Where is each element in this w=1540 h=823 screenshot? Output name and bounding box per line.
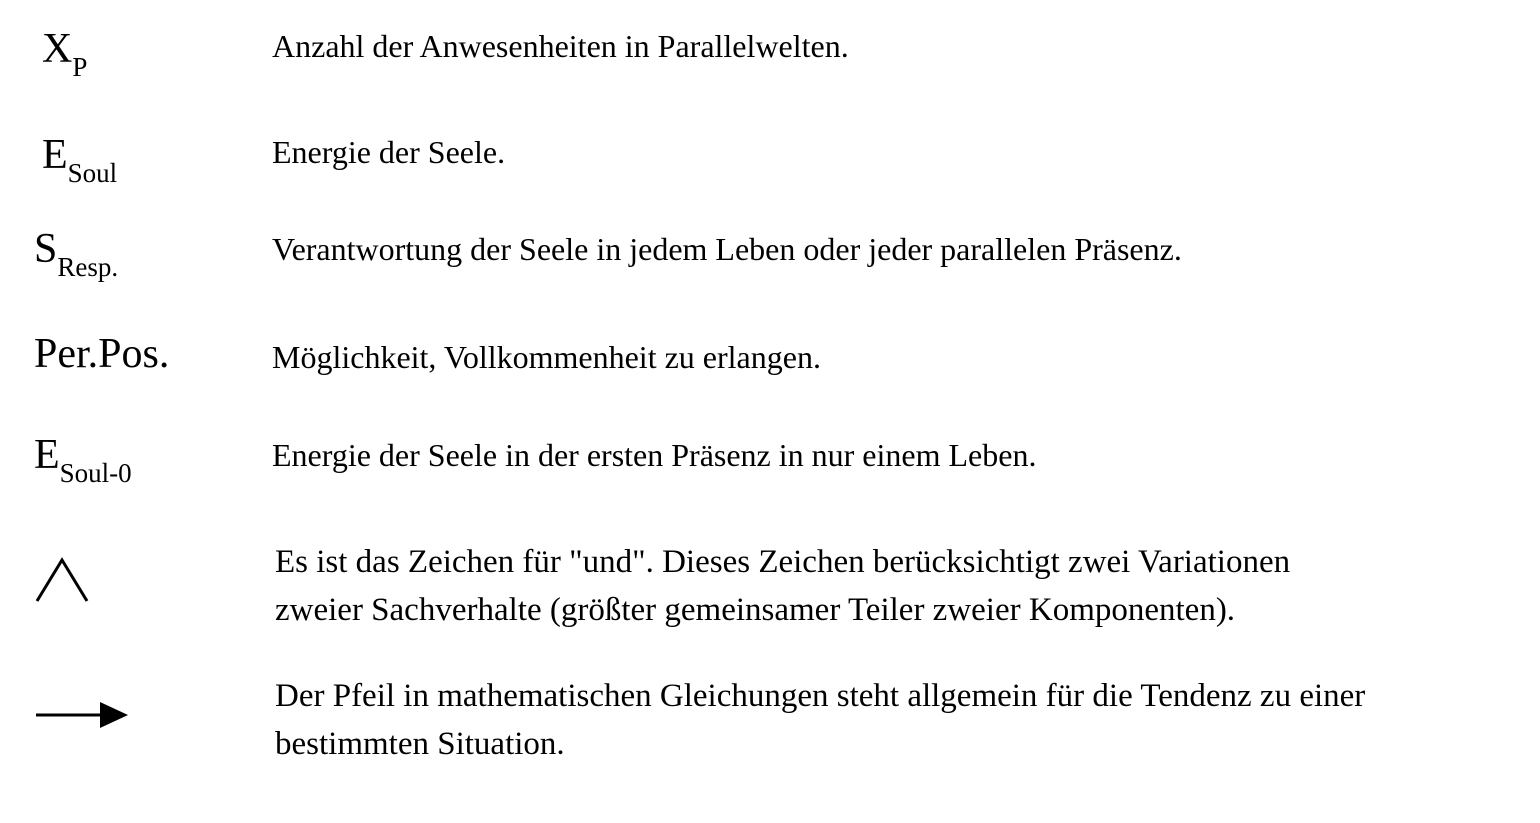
symbol-xp — [42, 26, 88, 82]
logical-and-icon-svg — [34, 556, 90, 604]
description-xp: Anzahl der Anwesenheiten in Parallelwelten. — [272, 28, 849, 64]
symbol-esoul-subscript: Soul — [67, 158, 118, 188]
symbol-perpos — [34, 333, 169, 375]
description-esoul0: Energie der Seele in der ersten Präsenz in nur einem Leben. — [272, 437, 1037, 473]
description-arrow — [275, 672, 1365, 768]
logical-and-icon — [34, 556, 90, 609]
description-arrow-line1: Der Pfeil in mathematischen Gleichungen steht allgemein für die Tendenz zu einer — [275, 678, 1366, 714]
symbol-perpos-text: Per.Pos. — [34, 331, 170, 377]
symbol-xp-base: X — [42, 26, 73, 72]
right-arrow-icon — [36, 700, 130, 735]
symbol-esoul-base: E — [42, 132, 68, 178]
description-sresp: Verantwortung der Seele in jedem Leben oder jeder parallelen Präsenz. — [272, 231, 1182, 267]
symbol-esoul0 — [34, 432, 132, 488]
symbol-esoul0-base: E — [34, 432, 60, 478]
description-perpos: Möglichkeit, Vollkommenheit zu erlangen. — [272, 339, 821, 375]
symbol-sresp — [34, 226, 119, 282]
symbol-esoul0-subscript: Soul-0 — [59, 458, 132, 488]
symbol-esoul — [42, 132, 118, 188]
description-esoul: Energie der Seele. — [272, 134, 506, 170]
description-and-line2: zweier Sachverhalte (größter gemeinsamer Teiler zweier Komponenten). — [275, 592, 1236, 628]
symbol-xp-subscript: P — [72, 52, 88, 82]
description-arrow-line2: bestimmten Situation. — [275, 726, 565, 762]
symbol-sresp-subscript: Resp. — [57, 252, 119, 282]
right-arrow-icon-svg — [36, 700, 130, 730]
description-and-line1: Es ist das Zeichen für "und". Dieses Zeichen berücksichtigt zwei Variationen — [275, 544, 1291, 580]
symbol-sresp-base: S — [34, 226, 58, 272]
description-and — [275, 538, 1290, 634]
